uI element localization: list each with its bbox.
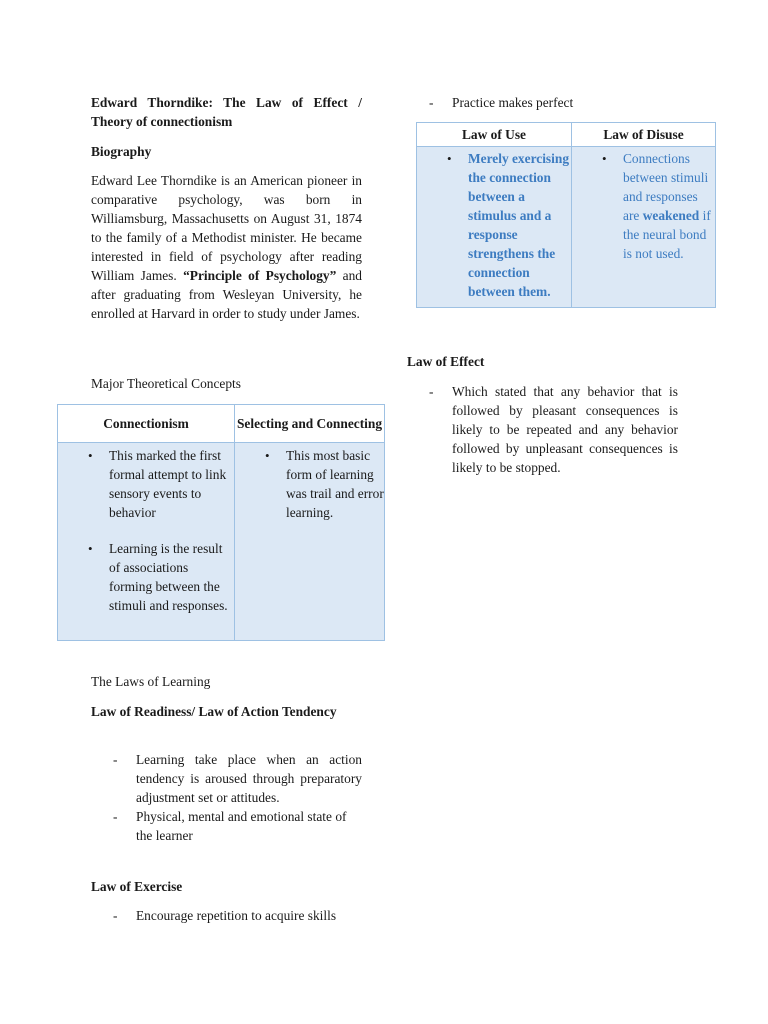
connectionism-item: • This marked the first formal attempt to link sensory events to behavior xyxy=(88,448,227,520)
dash-icon: - xyxy=(113,752,118,767)
law-of-disuse-header: Law of Disuse xyxy=(572,123,716,147)
readiness-list xyxy=(113,750,362,845)
law-of-use-cell xyxy=(417,147,572,308)
biography-text-part-2: and after graduating from Wesleyan University, he enrolled at Harvard in order to study under James. xyxy=(91,268,362,321)
law-of-disuse-cell xyxy=(572,147,716,308)
bullet-icon: • xyxy=(447,151,452,166)
readiness-item: - Learning take place when an action tendency is aroused through preparatory adjustment set or attitudes. xyxy=(113,752,362,805)
laws-of-learning-label: The Laws of Learning xyxy=(91,674,211,689)
bullet-icon: • xyxy=(88,448,93,463)
effect-list xyxy=(429,382,678,477)
dash-icon: - xyxy=(429,95,434,110)
dash-icon: - xyxy=(113,809,118,824)
law-of-use-header: Law of Use xyxy=(417,123,572,147)
document-title: Edward Thorndike: The Law of Effect / Theory of connectionism xyxy=(91,95,362,129)
law-of-disuse-item: • Connections between stimuli and responses are weakened if the neural bond is not used. xyxy=(602,151,711,261)
biography-book-title: “Principle of Psychology” xyxy=(183,268,337,283)
law-of-readiness-heading: Law of Readiness/ Law of Action Tendency xyxy=(91,704,337,719)
selecting-connecting-cell xyxy=(235,443,385,641)
effect-item: - Which stated that any behavior that is followed by pleasant consequences is likely to be repeated and any behavior followed by unpleasant consequences is likely to be stopped. xyxy=(429,384,678,475)
selecting-connecting-item: • This most basic form of learning was trail and error learning. xyxy=(265,448,384,520)
biography-text-part-1: Edward Lee Thorndike is an American pioneer in comparative psychology, was born in Williamsburg, Massachusetts on August 31, 1874 to the family of a Methodist minister. He became interested in field of psychology after reading William James. xyxy=(91,173,362,283)
major-concepts-label: Major Theoretical Concepts xyxy=(91,376,241,391)
use-disuse-table xyxy=(416,122,716,308)
biography-heading: Biography xyxy=(91,144,152,159)
law-of-exercise-heading: Law of Exercise xyxy=(91,879,183,894)
dash-icon: - xyxy=(429,384,434,399)
law-of-use-item: • Merely exercising the connection between a stimulus and a response strengthens the connection between them. xyxy=(447,151,570,299)
law-of-effect-heading: Law of Effect xyxy=(407,354,485,369)
biography-paragraph xyxy=(91,171,362,323)
exercise-list-continued xyxy=(429,93,689,112)
bullet-icon: • xyxy=(265,448,270,463)
practice-item: - Practice makes perfect xyxy=(429,95,574,110)
connectionism-header: Connectionism xyxy=(58,405,235,443)
weakened-emphasis: weakened xyxy=(642,208,700,223)
bullet-icon: • xyxy=(602,151,607,166)
selecting-connecting-header: Selecting and Connecting xyxy=(235,405,385,443)
exercise-item: - Encourage repetition to acquire skills xyxy=(113,908,337,923)
concepts-table xyxy=(57,404,385,641)
connectionism-cell xyxy=(58,443,235,641)
dash-icon: - xyxy=(113,908,118,923)
bullet-icon: • xyxy=(88,541,93,556)
exercise-list xyxy=(113,906,373,925)
readiness-item: - Physical, mental and emotional state of the learner xyxy=(113,809,347,843)
connectionism-item: • Learning is the result of associations forming between the stimuli and responses. xyxy=(88,541,228,613)
